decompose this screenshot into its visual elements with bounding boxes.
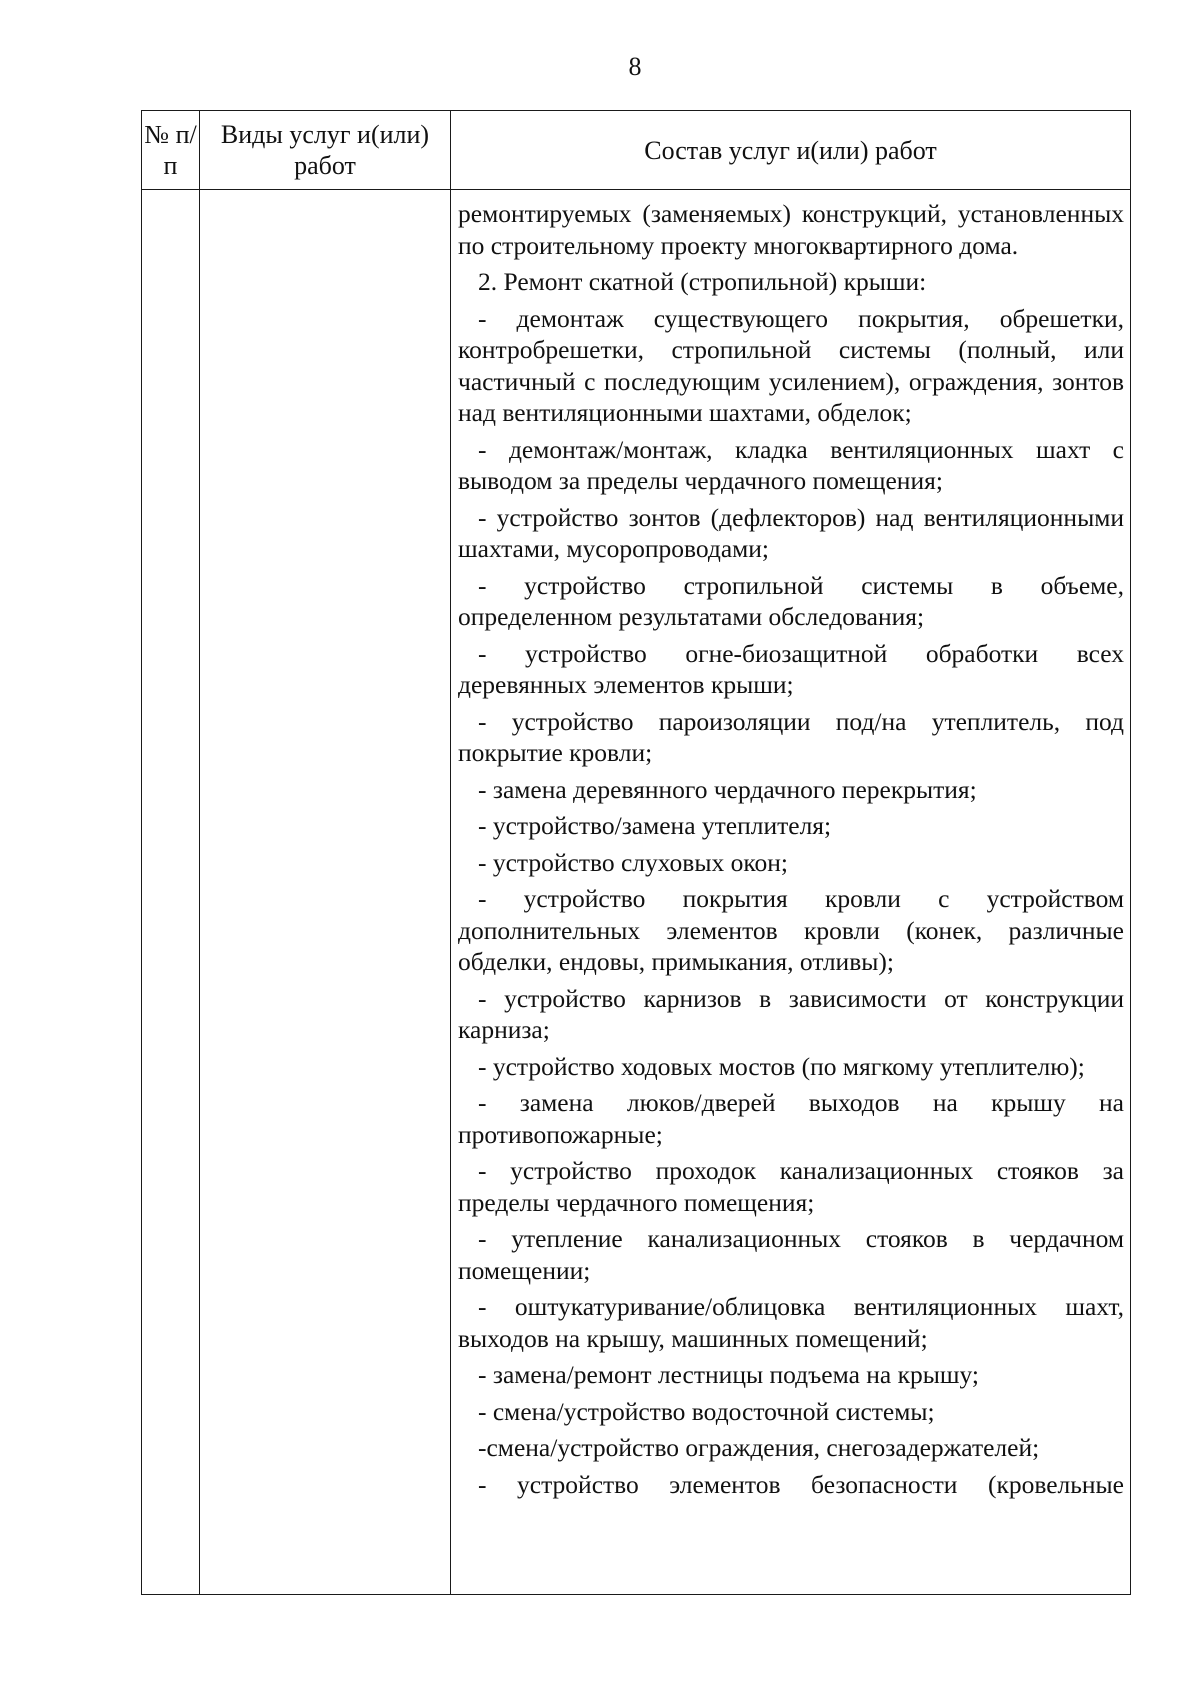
composition-paragraph: - замена деревянного чердачного перекрытия;: [478, 774, 977, 804]
cell-number: [142, 190, 200, 1595]
composition-paragraph: - устройство слуховых окон;: [478, 847, 788, 877]
composition-paragraph: - демонтаж существующего покрытия, обрешетки, контробрешетки, стропильной системы (полный, или частичный с последующим усилением), ограждения, зонтов над вентиляционными шахтами, обделок;: [458, 303, 1124, 427]
composition-paragraph: - смена/устройство водосточной системы;: [478, 1396, 935, 1426]
table-header-row: [142, 111, 1131, 190]
composition-paragraph: - устройство карнизов в зависимости от конструкции карниза;: [458, 983, 1124, 1044]
composition-paragraph: - замена/ремонт лестницы подъема на крышу;: [478, 1360, 980, 1389]
composition-paragraph: - устройство покрытия кровли с устройством дополнительных элементов кровли (конек, различные обделки, ендовы, примыкания, отливы);: [458, 884, 1124, 976]
header-composition: Состав услуг и(или) работ: [451, 111, 1131, 190]
page-number: 8: [628, 52, 642, 81]
composition-paragraph: - устройство пароизоляции под/на утеплитель, под покрытие кровли;: [458, 706, 1124, 767]
composition-paragraph: - замена люков/дверей выходов на крышу на противопожарные;: [458, 1088, 1124, 1149]
header-service-kind: Виды услуг и(или) работ: [200, 111, 451, 190]
composition-paragraph: - устройство зонтов (дефлекторов) над вентиляционными шахтами, мусоропроводами;: [458, 502, 1124, 563]
composition-paragraph: - демонтаж/монтаж, кладка вентиляционных шахт с выводом за пределы чердачного помещения;: [458, 434, 1124, 495]
composition-paragraph: - устройство проходок канализационных стояков за пределы чердачного помещения;: [458, 1156, 1124, 1217]
cell-composition: [451, 190, 1131, 1595]
composition-paragraph: - устройство/замена утеплителя;: [478, 811, 832, 840]
cell-service-kind: [200, 190, 451, 1595]
composition-paragraph: - устройство огне-биозащитной обработки всех деревянных элементов крыши;: [458, 638, 1124, 699]
composition-paragraph: 2. Ремонт скатной (стропильной) крыши:: [478, 267, 927, 296]
header-number: № п/п: [142, 111, 200, 190]
services-table: [141, 110, 1131, 1595]
composition-paragraph: - оштукатуривание/облицовка вентиляционных шахт, выходов на крышу, машинных помещений;: [458, 1292, 1124, 1353]
composition-paragraph: - устройство стропильной системы в объеме, определенном результатами обследования;: [458, 570, 1124, 631]
composition-paragraph: - устройство ходовых мостов (по мягкому утеплителю);: [478, 1051, 1085, 1081]
composition-paragraph: -смена/устройство ограждения, снегозадержателей;: [478, 1433, 1040, 1462]
table-row: [142, 190, 1131, 1595]
composition-paragraph: - устройство элементов безопасности (кровельные: [478, 1469, 1124, 1499]
composition-paragraph: ремонтируемых (заменяемых) конструкций, установленных по строительному проекту многоквартирного дома.: [458, 199, 1124, 260]
composition-paragraph: - утепление канализационных стояков в чердачном помещении;: [458, 1224, 1124, 1285]
